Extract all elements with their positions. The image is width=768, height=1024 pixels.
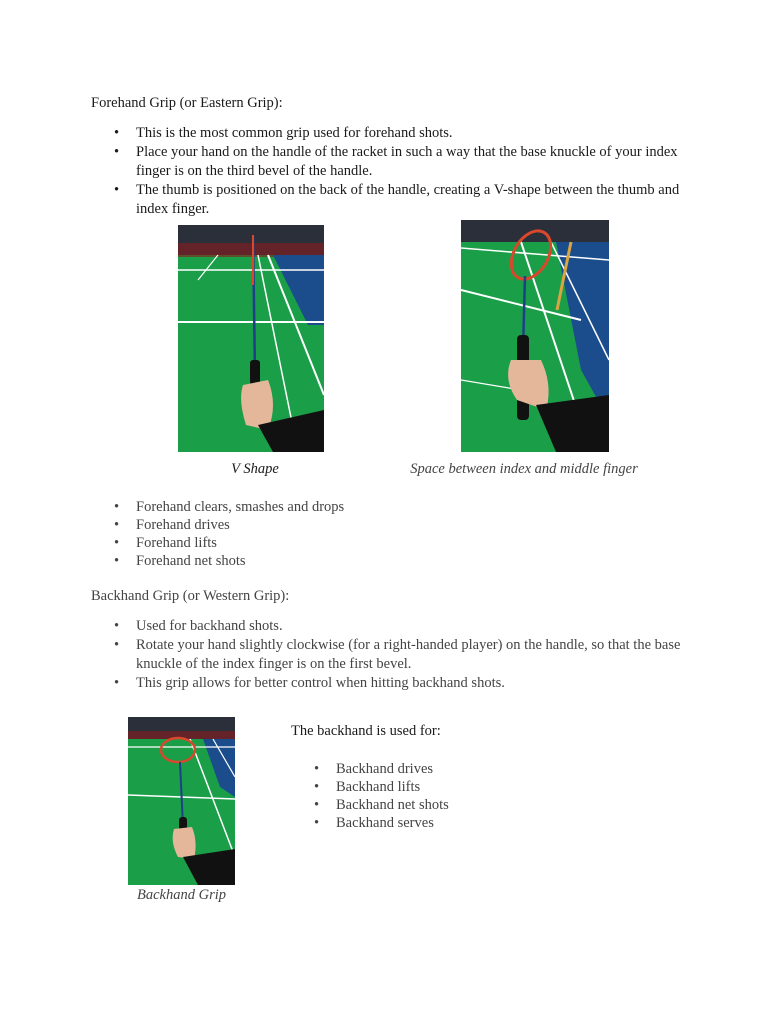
bullet-icon: • [314, 797, 320, 813]
forehand-points-list [114, 124, 696, 219]
backhand-grip-photo [128, 717, 235, 885]
list-item: • Forehand drives [114, 517, 230, 533]
backhand-uses-list [314, 760, 636, 832]
bullet-icon: • [114, 675, 120, 691]
list-item: • Forehand clears, smashes and drops [114, 499, 345, 515]
backhand-heading: Backhand Grip (or Western Grip): [91, 588, 290, 604]
bullet-icon: • [114, 517, 120, 533]
list-item: • Rotate your hand slightly clockwise (for a right-handed player) on the handle, so that the base knuckle of the index finger is on the first bevel. [114, 637, 681, 672]
forehand-finger-space-photo [461, 220, 609, 452]
list-item: • Place your hand on the handle of the racket in such a way that the base knuckle of your index finger is on the third bevel of the handle. [114, 144, 678, 179]
forehand-v-shape-photo [178, 225, 324, 452]
forehand-finger-space-caption: Space between index and middle finger [410, 461, 638, 477]
list-item: • This grip allows for better control when hitting backhand shots. [114, 675, 505, 691]
list-item: • Forehand net shots [114, 553, 246, 569]
list-item: • This is the most common grip used for forehand shots. [114, 125, 453, 141]
backhand-points-list [114, 617, 696, 693]
backhand-grip-caption: Backhand Grip [137, 887, 226, 903]
bullet-icon: • [314, 761, 320, 777]
bullet-icon: • [114, 535, 120, 551]
bullet-icon: • [314, 815, 320, 831]
list-item: • Backhand drives [314, 761, 434, 777]
bullet-icon: • [114, 182, 120, 198]
forehand-uses-list [114, 498, 536, 570]
list-item: • Backhand serves [314, 815, 434, 831]
bullet-icon: • [114, 637, 120, 653]
bullet-icon: • [114, 144, 120, 160]
list-item: • The thumb is positioned on the back of the handle, creating a V-shape between the thumb and index finger. [114, 182, 680, 217]
forehand-heading: Forehand Grip (or Eastern Grip): [91, 95, 283, 111]
bullet-icon: • [114, 125, 120, 141]
forehand-v-shape-caption: V Shape [231, 461, 279, 477]
backhand-uses-title: The backhand is used for: [291, 723, 441, 739]
bullet-icon: • [114, 499, 120, 515]
bullet-icon: • [314, 779, 320, 795]
list-item: • Forehand lifts [114, 535, 217, 551]
list-item: • Backhand lifts [314, 779, 421, 795]
list-item: • Used for backhand shots. [114, 618, 283, 634]
bullet-icon: • [114, 618, 120, 634]
bullet-icon: • [114, 553, 120, 569]
list-item: • Backhand net shots [314, 797, 449, 813]
